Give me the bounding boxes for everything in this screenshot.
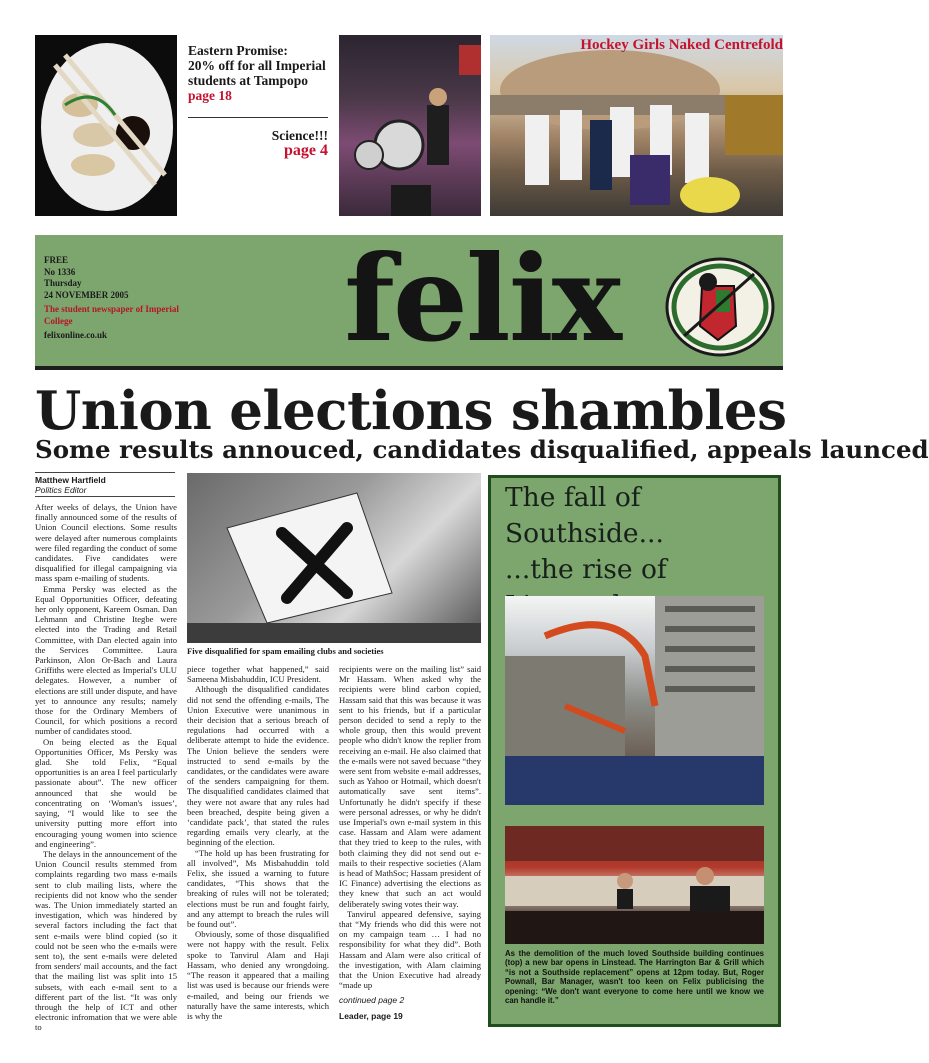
hockey-team-photo — [490, 35, 783, 216]
hockey-teaser-headline[interactable]: Hockey Girls Naked Centrefold — [580, 37, 783, 53]
continued-link[interactable]: continued page 2 — [339, 994, 405, 1005]
science-teaser-page[interactable]: page 4 — [284, 142, 328, 159]
article-column-3 — [339, 664, 481, 1021]
price-label: FREE — [44, 255, 69, 265]
website-link[interactable]: felixonline.co.uk — [44, 330, 108, 340]
byline-name: Matthew Hartfield — [35, 475, 106, 485]
tampopo-teaser-page[interactable]: page 18 — [188, 88, 232, 103]
byline-bottom-rule — [35, 496, 175, 497]
byline-role: Politics Editor — [35, 485, 87, 495]
article-column-1 — [35, 502, 177, 1033]
felix-logo-title: felix — [344, 229, 620, 368]
article-column-2 — [187, 664, 329, 1021]
science-teaser[interactable] — [188, 128, 328, 158]
felix-cat-crest-icon — [664, 256, 776, 358]
masthead-info — [44, 255, 184, 342]
science-teaser-line: Science!!! — [271, 128, 328, 143]
article-paragraph: piece together what happened,” said Sameena Misbahuddin, ICU President. — [187, 664, 329, 685]
article-paragraph: Although the disqualified candidates did not send the offending e-mails, The Union Executive were unanimous in their decision that a serious breach of regulations had occurred with a deliberate attempt to hide the evidence. The Union believe the senders were instructed to send e-mails by the candidates, or the candidates were aware of the senders campaigning for them. The disqualified candidates claimed that they were not aware that any rules had been breached, despite being given a ‘candidate pack’, that stated the rules regarding emails very clearly, at the beginning of the election. — [187, 684, 329, 848]
issue-day: Thursday — [44, 278, 82, 288]
ballot-photo-caption: Five disqualified for spam emailing clubs and societies — [187, 646, 384, 656]
lead-headline: Union elections shambles — [35, 380, 787, 442]
sidebar-headline-line3: ...the rise of — [505, 554, 667, 585]
article-paragraph: recipients were on the mailing list” said Mr Hassam. When asked why the recipients were blind carbon copied, Hassam said that this was because it was sent to his friends, but if a particular person decided to send a reply to the whole group, then this would prevent people who didn't know the replier from receiving an e-mail. He also claimed that the e-mails were not saved becuase “they were sent from website e-mail addresses, such as Yahoo or Hotmail, which doesn't automatically save sent items”. Unfortunatly he didn't specify if these were personal adresses, or why he didn't use Imperial's own e-mail system in this case. Hassam and Alam were adament that they tried to keep to the rules, with both claiming they did not send out e-mails to their respective societies (Alam is head of MathSoc; Hassam president of IC Finance) advertising the elections as they knew that such an act would deliberately swing votes their way. — [339, 664, 481, 909]
teaser-divider — [188, 117, 328, 118]
dumplings-photo — [35, 35, 177, 216]
band-photo — [339, 35, 481, 216]
byline-top-rule — [35, 472, 175, 473]
article-paragraph: Tanvirul appeared defensive, saying that “My friends who did this were not on my campaign team … I had no responsibility for what they did”. Both Hassam and Alam were also critical of the investigation, with Alam claiming that the Union Executive had already “made up — [339, 908, 481, 991]
article-paragraph: Emma Persky was elected as the Equal Opportunities Officer, defeating her only opponent, Kareem Osman. Dan Lehmann and Christine Itegbe were elected into the Trading and Retail Committee, with Dan elected again into the Services Committee. Laura Parkinson, Alon Or-Bach and Laura Griffiths were elected as Imperial's ULU delegates. However, a number of elections are still under dispute, and have yet to announce any results; namely those for the Ordinary Members of Council, for which positions a record number of candidates stood. — [35, 583, 177, 737]
article-paragraph: After weeks of delays, the Union have finally announced some of the results of Union Council elections. Some results were delayed after numerous complaints were filed regarding the conduct of some candidates. Five candidates were disqualified for illegal campaigning via mass spam e-mailing of students. — [35, 502, 177, 584]
lead-subheadline: Some results annouced, candidates disqualified, appeals launced — [35, 435, 929, 464]
sidebar-headline-line1: The fall of — [505, 482, 641, 513]
byline — [35, 475, 175, 495]
issue-number: No 1336 — [44, 266, 76, 277]
article-paragraph: The delays in the announcement of the Union Council results stemmed from complaints regarding two mass e-mails sent to club mailing lists, where the recipients did not know who the sender was. The Union immediately started an investigation, which was hindered by several factors including the fact that sent e-mails were blind copied (so it could not be seen who the e-mails were sent to), the sent e-mails were deleted from senders' mail accounts, and the fact that the mailing list was split into 15 subsets, with each e-mail sent to a different part of the list. “It was only through the help of ICT and other electronic infromation that we were able to — [35, 848, 177, 1033]
ballot-photo — [187, 473, 481, 643]
linstead-bar-photo — [505, 826, 764, 944]
masthead-tagline: The student newspaper of Imperial College — [44, 304, 179, 326]
leader-link[interactable]: Leader, page 19 — [339, 1010, 403, 1021]
article-paragraph: On being elected as the Equal Opportunities Officer, Ms Persky was glad. She told Felix, “Equal opportunities is an area I feel particularly passionate about”. The new officer announced that she would be concentrating on ‘Woman's issues’, saying, “I would like to see the university putting more effort into encouraging young women into science and engineering”. — [35, 736, 177, 849]
sidebar-photo-caption: As the demolition of the much loved Southside building continues (top) a new bar opens in Linstead. The Harrington Bar & Grill which “is not a Southside replacement” opens at 12pm today. But, Roger Pownall, Bar Manager, wasn't too keen on Felix publicising the opening: “We don't want everyone to come here until we know we can handle it.” — [505, 949, 764, 1006]
issue-date: 24 NOVEMBER 2005 — [44, 289, 129, 300]
demolition-photo — [505, 596, 764, 805]
tampopo-teaser-line2: 20% off for all Imperial students at Tampopo — [188, 58, 326, 88]
tampopo-teaser[interactable] — [188, 43, 333, 103]
article-paragraph: Obviously, some of those disqualified were not happy with the result. Felix spoke to Tanvirul Alam and Haji Hassam, who denied any wrongdoing. “The reason it appeared that a mailing list was used is because our friends were e-mailed, and being our friends we naturally have the same interests, which is why the — [187, 929, 329, 1021]
tampopo-teaser-line1: Eastern Promise: — [188, 43, 288, 58]
sidebar-headline-line2: Southside... — [505, 518, 664, 549]
article-paragraph: “The hold up has been frustrating for all involved”, Ms Misbahuddin told Felix, she issued a warning to future candidates, “This shows that the breaking of rules will not be tolerated; elections must be run and fought fairly, and any attempt to breach the rules will be found out”. — [187, 847, 329, 930]
